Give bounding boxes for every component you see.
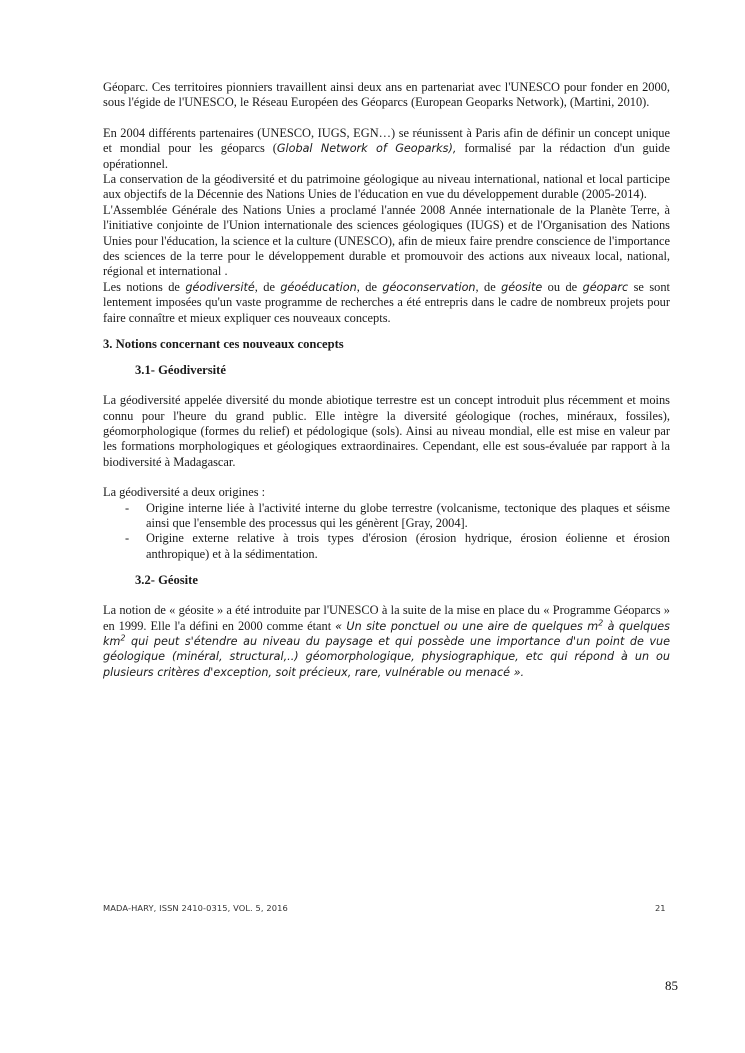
text-run: , de: [475, 279, 502, 294]
superscript: 2: [598, 617, 604, 627]
paragraph-origins-intro: La géodiversité a deux origines :: [103, 485, 266, 500]
subsection-heading-geosite: 3.2- Géosite: [135, 573, 198, 588]
list-item-text: Origine interne liée à l'activité interne du globe terrestre (volcanisme, tectonique des plaques et séisme ainsi que l'ensemble des processus qui les génèrent [Gray, 2004].: [146, 500, 670, 530]
origins-list: [103, 501, 670, 563]
term-geoeducation: géoéducation: [280, 280, 357, 294]
list-item-text: Origine externe relative à trois types d'érosion (érosion hydrique, érosion éolienne et érosion anthropique) et à la sédimentation.: [146, 531, 670, 561]
list-item: [103, 501, 670, 532]
subsection-heading-geodiversite: 3.1- Géodiversité: [135, 363, 226, 378]
superscript: 2: [120, 633, 126, 643]
text-run: à quelques km: [103, 619, 671, 648]
text-run: se sont lentement imposées qu'un vaste programme de recherches a été entrepris dans le cadre de nombreux projets pour faire connaître et mieux expliquer ces nouveaux concepts.: [103, 279, 670, 325]
text-run: qui peut s'étendre au niveau du paysage et qui possède une importance d'un point de vue géologique (minéral, structural,..) géomorphologique, physiographique, etc qui répond à un ou plusieurs critères d'exception, soit précieux, rare, vulnérable ou menacé ».: [103, 634, 670, 679]
text-run-italic: Global Network of Geoparks),: [276, 142, 457, 156]
journal-footer: MADA-HARY, ISSN 2410-0315, VOL. 5, 2016: [103, 903, 288, 913]
section-heading: 3. Notions concernant ces nouveaux concepts: [103, 337, 344, 352]
list-dash: -: [125, 531, 130, 546]
term-geoconservation: géoconservation: [382, 280, 476, 294]
paragraph-notions: [103, 280, 670, 326]
term-geodiversite: géodiversité: [185, 280, 255, 294]
paragraph-geoparc: Géoparc. Ces territoires pionniers travaillent ainsi deux ans en partenariat avec l'UNESCO pour fonder en 2000, sous l'égide de l'UNESCO, le Réseau Européen des Géoparcs (European Geoparks Network), (Martini, 2010).: [103, 80, 670, 110]
text-run: formalisé par la rédaction d'un guide opérationnel.: [103, 141, 670, 171]
list-item: [103, 531, 670, 562]
paragraph-2004-partners: [103, 126, 670, 172]
text-run: , de: [254, 279, 281, 294]
text-run: , de: [356, 279, 383, 294]
paragraph-geodiversite: La géodiversité appelée diversité du monde abiotique terrestre est un concept introduit plus récemment et moins connu pour l'heure du grand public. Elle intègre la diversité géologique (roches, minéraux, fossiles), géomorphologique (formes du relief) et pédologique (sols). Ainsi au niveau mondial, elle est mise en valeur par les formations morphologiques et géologiques extraordinaires. Cependant, elle est sous-évaluée par rapport à la biodiversité à Madagascar.: [103, 393, 670, 469]
term-geoparc: géoparc: [582, 280, 629, 294]
term-geosite: géosite: [501, 280, 543, 294]
paragraph-conservation: La conservation de la géodiversité et du patrimoine géologique au niveau international, national et local participe aux objectifs de la Décennie des Nations Unies de l'éducation en vue du développement durable (2005-2014).: [103, 172, 670, 202]
list-dash: -: [125, 500, 130, 515]
text-run: Les notions de: [103, 279, 186, 294]
page-number: 85: [665, 978, 678, 993]
paragraph-geosite: [103, 603, 670, 680]
paragraph-assemblee: L'Assemblée Générale des Nations Unies a proclamé l'année 2008 Année internationale de la Planète Terre, à l'initiative conjointe de l'Union internationale des sciences géologiques (IUGS) et de l'Organisation des Nations Unies pour l'éducation, la science et la culture (UNESCO), afin de mieux faire prendre conscience de l'importance des sciences de la terre pour le développement durable et promouvoir des actions aux niveaux local, national, régional et international .: [103, 202, 670, 279]
text-run: « Un site ponctuel ou une aire de quelques m: [335, 619, 599, 633]
text-run: ou de: [542, 279, 583, 294]
journal-page-number: 21: [655, 903, 666, 913]
text-run: En 2004 différents partenaires (UNESCO, IUGS, EGN…) se réunissent à Paris afin de définir un concept unique et mondial pour les géoparcs (: [103, 125, 670, 156]
text-run: La notion de « géosite » a été introduite par l'UNESCO à la suite de la mise en place du « Programme Géoparcs » en 1999. Elle l'a défini en 2000 comme étant: [103, 603, 670, 633]
document-body: [103, 80, 670, 680]
